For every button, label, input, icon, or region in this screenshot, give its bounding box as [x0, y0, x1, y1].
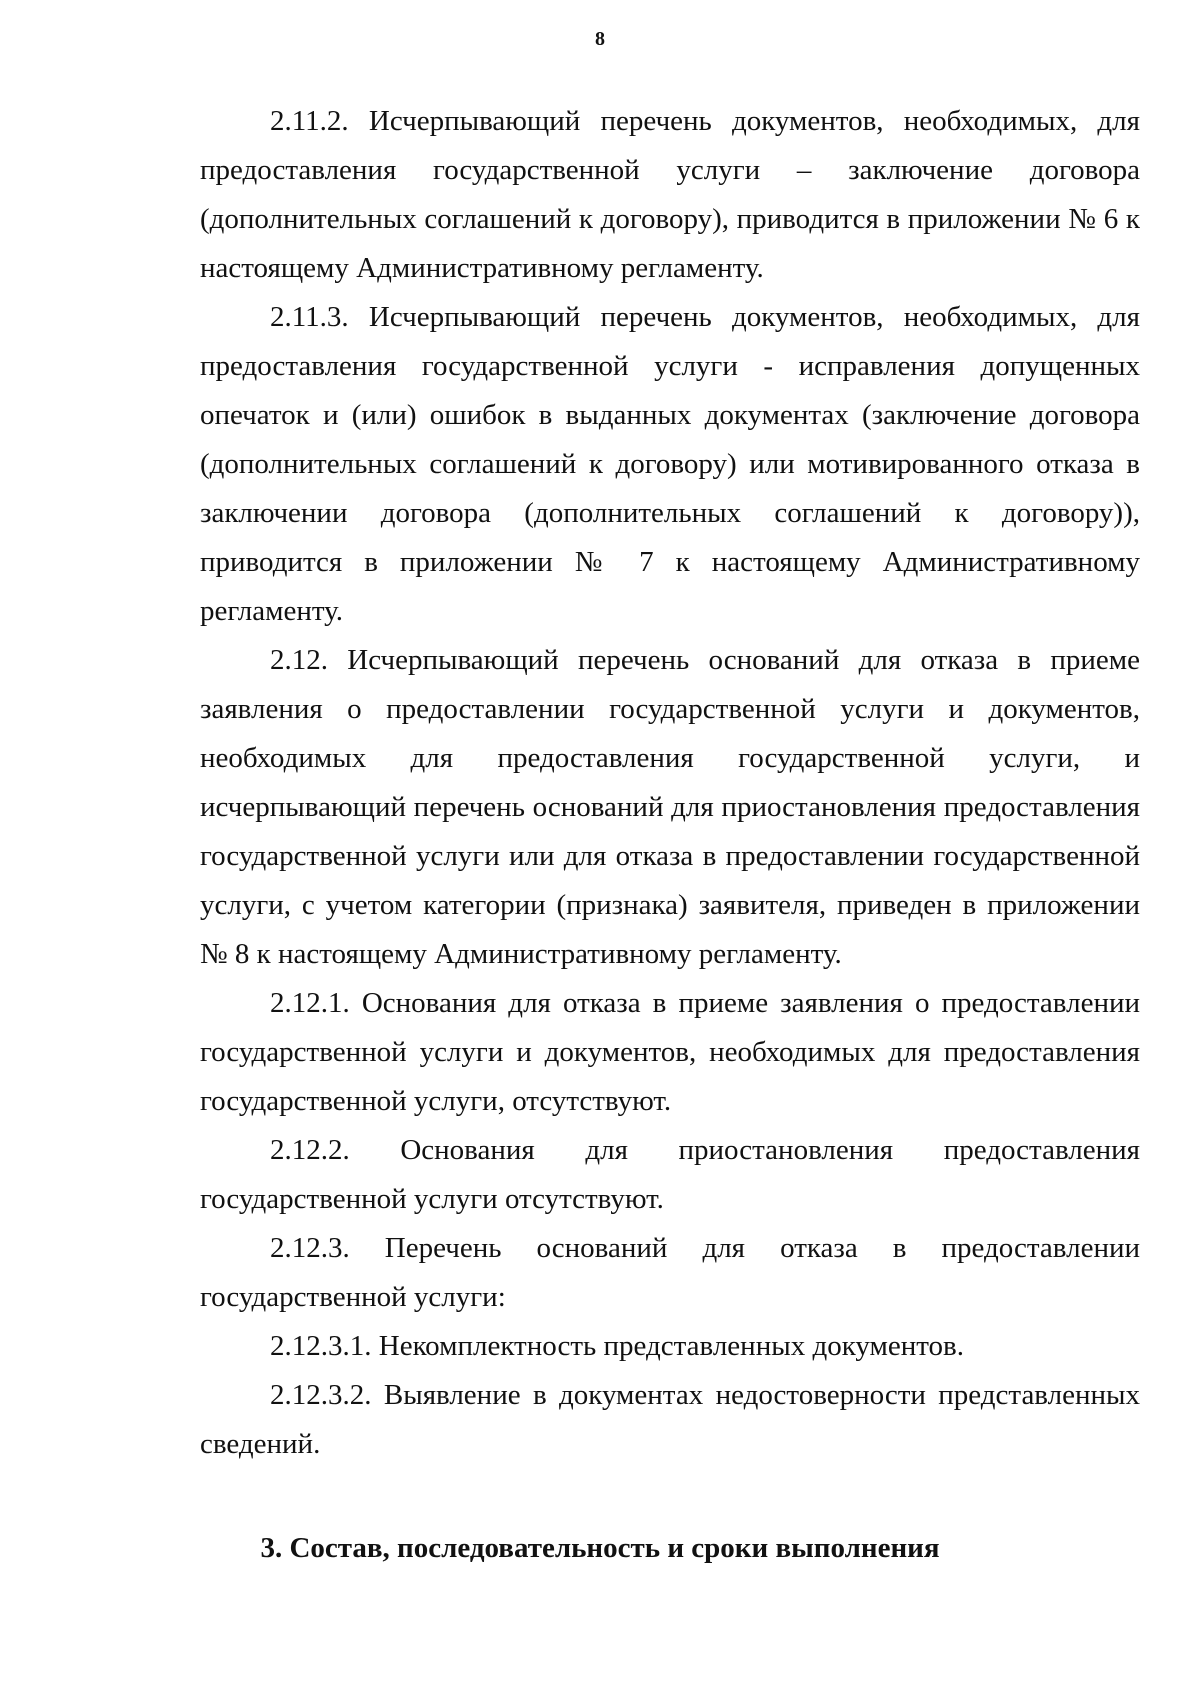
section-heading: 3. Состав, последовательность и сроки выполнения [260, 1532, 940, 1564]
paragraph-2-12: 2.12. Исчерпывающий перечень оснований для отказа в приеме заявления о предоставлении государственной услуги и документов, необходимых для предоставления государственной услуги, и исчерпывающий перечень оснований для приостановления предоставления государственной услуги или для отказа в предоставлении государственной услуги, с учетом категории (признака) заявителя, приведен в приложении № 8 к настоящему Административному регламенту. [200, 644, 1140, 970]
page-number: 8 [595, 28, 605, 50]
paragraph-2-12-3-1: 2.12.3.1. Некомплектность представленных документов. [270, 1330, 964, 1362]
paragraph-2-11-2: 2.11.2. Исчерпывающий перечень документов, необходимых, для предоставления государственной услуги – заключение договора (дополнительных соглашений к договору), приводится в приложении № 6 к настоящему Административному регламенту. [200, 105, 1140, 284]
paragraph-2-12-3: 2.12.3. Перечень оснований для отказа в предоставлении государственной услуги: [200, 1232, 1140, 1313]
paragraph-2-11-3: 2.11.3. Исчерпывающий перечень документов, необходимых, для предоставления государственной услуги - исправления допущенных опечаток и (или) ошибок в выданных документах (заключение договора (дополнительных соглашений к договору) или мотивированного отказа в заключении договора (дополнительных соглашений к договору)), приводится в приложении № 7 к настоящему Административному регламенту. [200, 301, 1140, 627]
paragraph-2-12-1: 2.12.1. Основания для отказа в приеме заявления о предоставлении государственной услуги и документов, необходимых для предоставления государственной услуги, отсутствуют. [200, 987, 1140, 1117]
document-body [200, 97, 1140, 1469]
paragraph-2-12-3-2: 2.12.3.2. Выявление в документах недостоверности представленных сведений. [200, 1379, 1140, 1460]
paragraph-2-12-2: 2.12.2. Основания для приостановления предоставления государственной услуги отсутствуют. [200, 1134, 1140, 1215]
